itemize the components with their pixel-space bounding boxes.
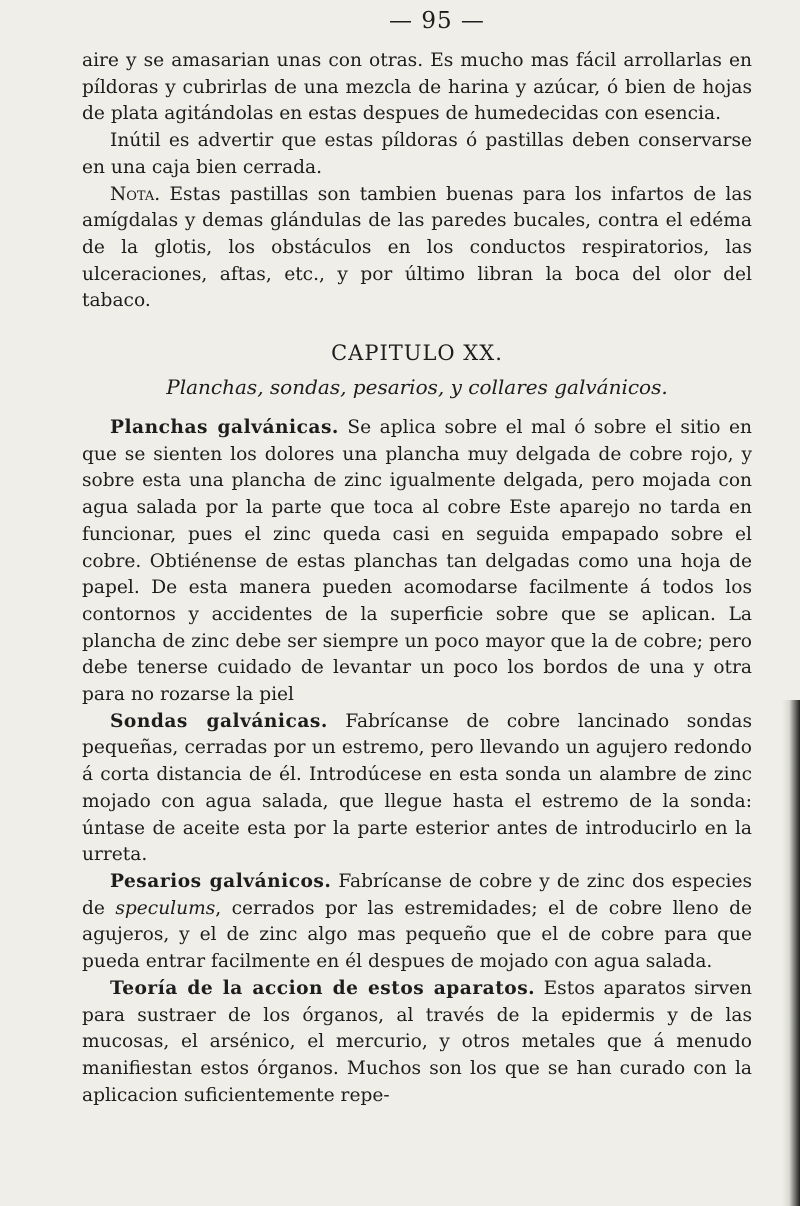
nota-text: Estas pastillas son tambien buenas para los infartos de las amígdalas y demas glándulas de las paredes bucales, contra el edéma de la glotis, los obstáculos en los conductos respiratorios, las ulceraciones, aftas, etc., y por último libran la boca del olor del tabaco. — [82, 183, 752, 312]
page-edge-shadow — [782, 700, 800, 1206]
section-pesarios — [82, 869, 752, 976]
paragraph-intro: aire y se amasarian unas con otras. Es mucho mas fácil arrollarlas en píldoras y cubrirlas de una mezcla de harina y azúcar, ó bien de hojas de plata agitándolas en estas despues de humedecidas con esencia. — [82, 50, 752, 125]
section-heading: Planchas galvánicas. — [110, 417, 339, 439]
section-sondas — [82, 709, 752, 869]
section-text: , cerrados por las estremidades; el de cobre lleno de agujeros, y el de zinc algo mas pequeño que el de cobre para que pueda entrar facilmente en él despues de mojado con agua salada. — [82, 897, 752, 973]
section-heading: Sondas galvánicas. — [110, 710, 328, 732]
section-italic-term: speculums — [115, 897, 216, 919]
section-text: Fabrícanse de cobre lancinado sondas pequeñas, cerradas por un estremo, pero llevando un agujero redondo á corta distancia de él. Introdúcese en esta sonda un alambre de zinc mojado con agua salada, que llegue hasta el estremo de la sonda: úntase de aceite esta por la parte esterior antes de introducirlo en la urreta. — [82, 710, 752, 866]
section-text: Se aplica sobre el mal ó sobre el sitio en que se sienten los dolores una plancha muy delgada de cobre rojo, y sobre esta una plancha de zinc igualmente delgada, pero mojada con agua salada por la parte que toca al cobre Este aparejo no tarda en funcionar, pues el zinc queda casi en seguida empapado sobre el cobre. Obtiénense de estas planchas tan delgadas como una hoja de papel. De esta manera pueden acomodarse facilmente á todos los contornos y accidentes de la superficie sobre que se aplican. La plancha de zinc debe ser siempre un poco mayor que la de cobre; pero debe tenerse cuidado de levantar un poco los bordos de una y otra para no rozarse la piel — [82, 417, 752, 706]
paragraph-nota — [82, 182, 752, 316]
nota-label: Nota. — [110, 183, 161, 205]
section-text: Estos aparatos sirven para sustraer de los órganos, al través de la epidermis y de las mucosas, el arsénico, el mercurio, y otros metales que á menudo manifiestan estos órganos. Muchos son los que se han curado con la aplicacion suficientemente repe- — [82, 977, 752, 1106]
section-teoria — [82, 976, 752, 1110]
section-text: Fabrícanse de cobre y de zinc dos especies de — [82, 870, 752, 919]
chapter-title: CAPITULO XX. — [331, 341, 503, 366]
paragraph-storage: Inútil es advertir que estas píldoras ó pastillas deben conservarse en una caja bien cerrada. — [82, 130, 752, 178]
section-heading: Pesarios galvánicos. — [110, 870, 332, 892]
page-number: — 95 — — [389, 8, 485, 34]
section-heading: Teoría de la accion de estos aparatos. — [110, 977, 536, 999]
section-planchas — [82, 415, 752, 709]
chapter-subtitle: Planchas, sondas, pesarios, y collares galvánicos. — [166, 375, 668, 400]
page — [82, 8, 752, 1109]
